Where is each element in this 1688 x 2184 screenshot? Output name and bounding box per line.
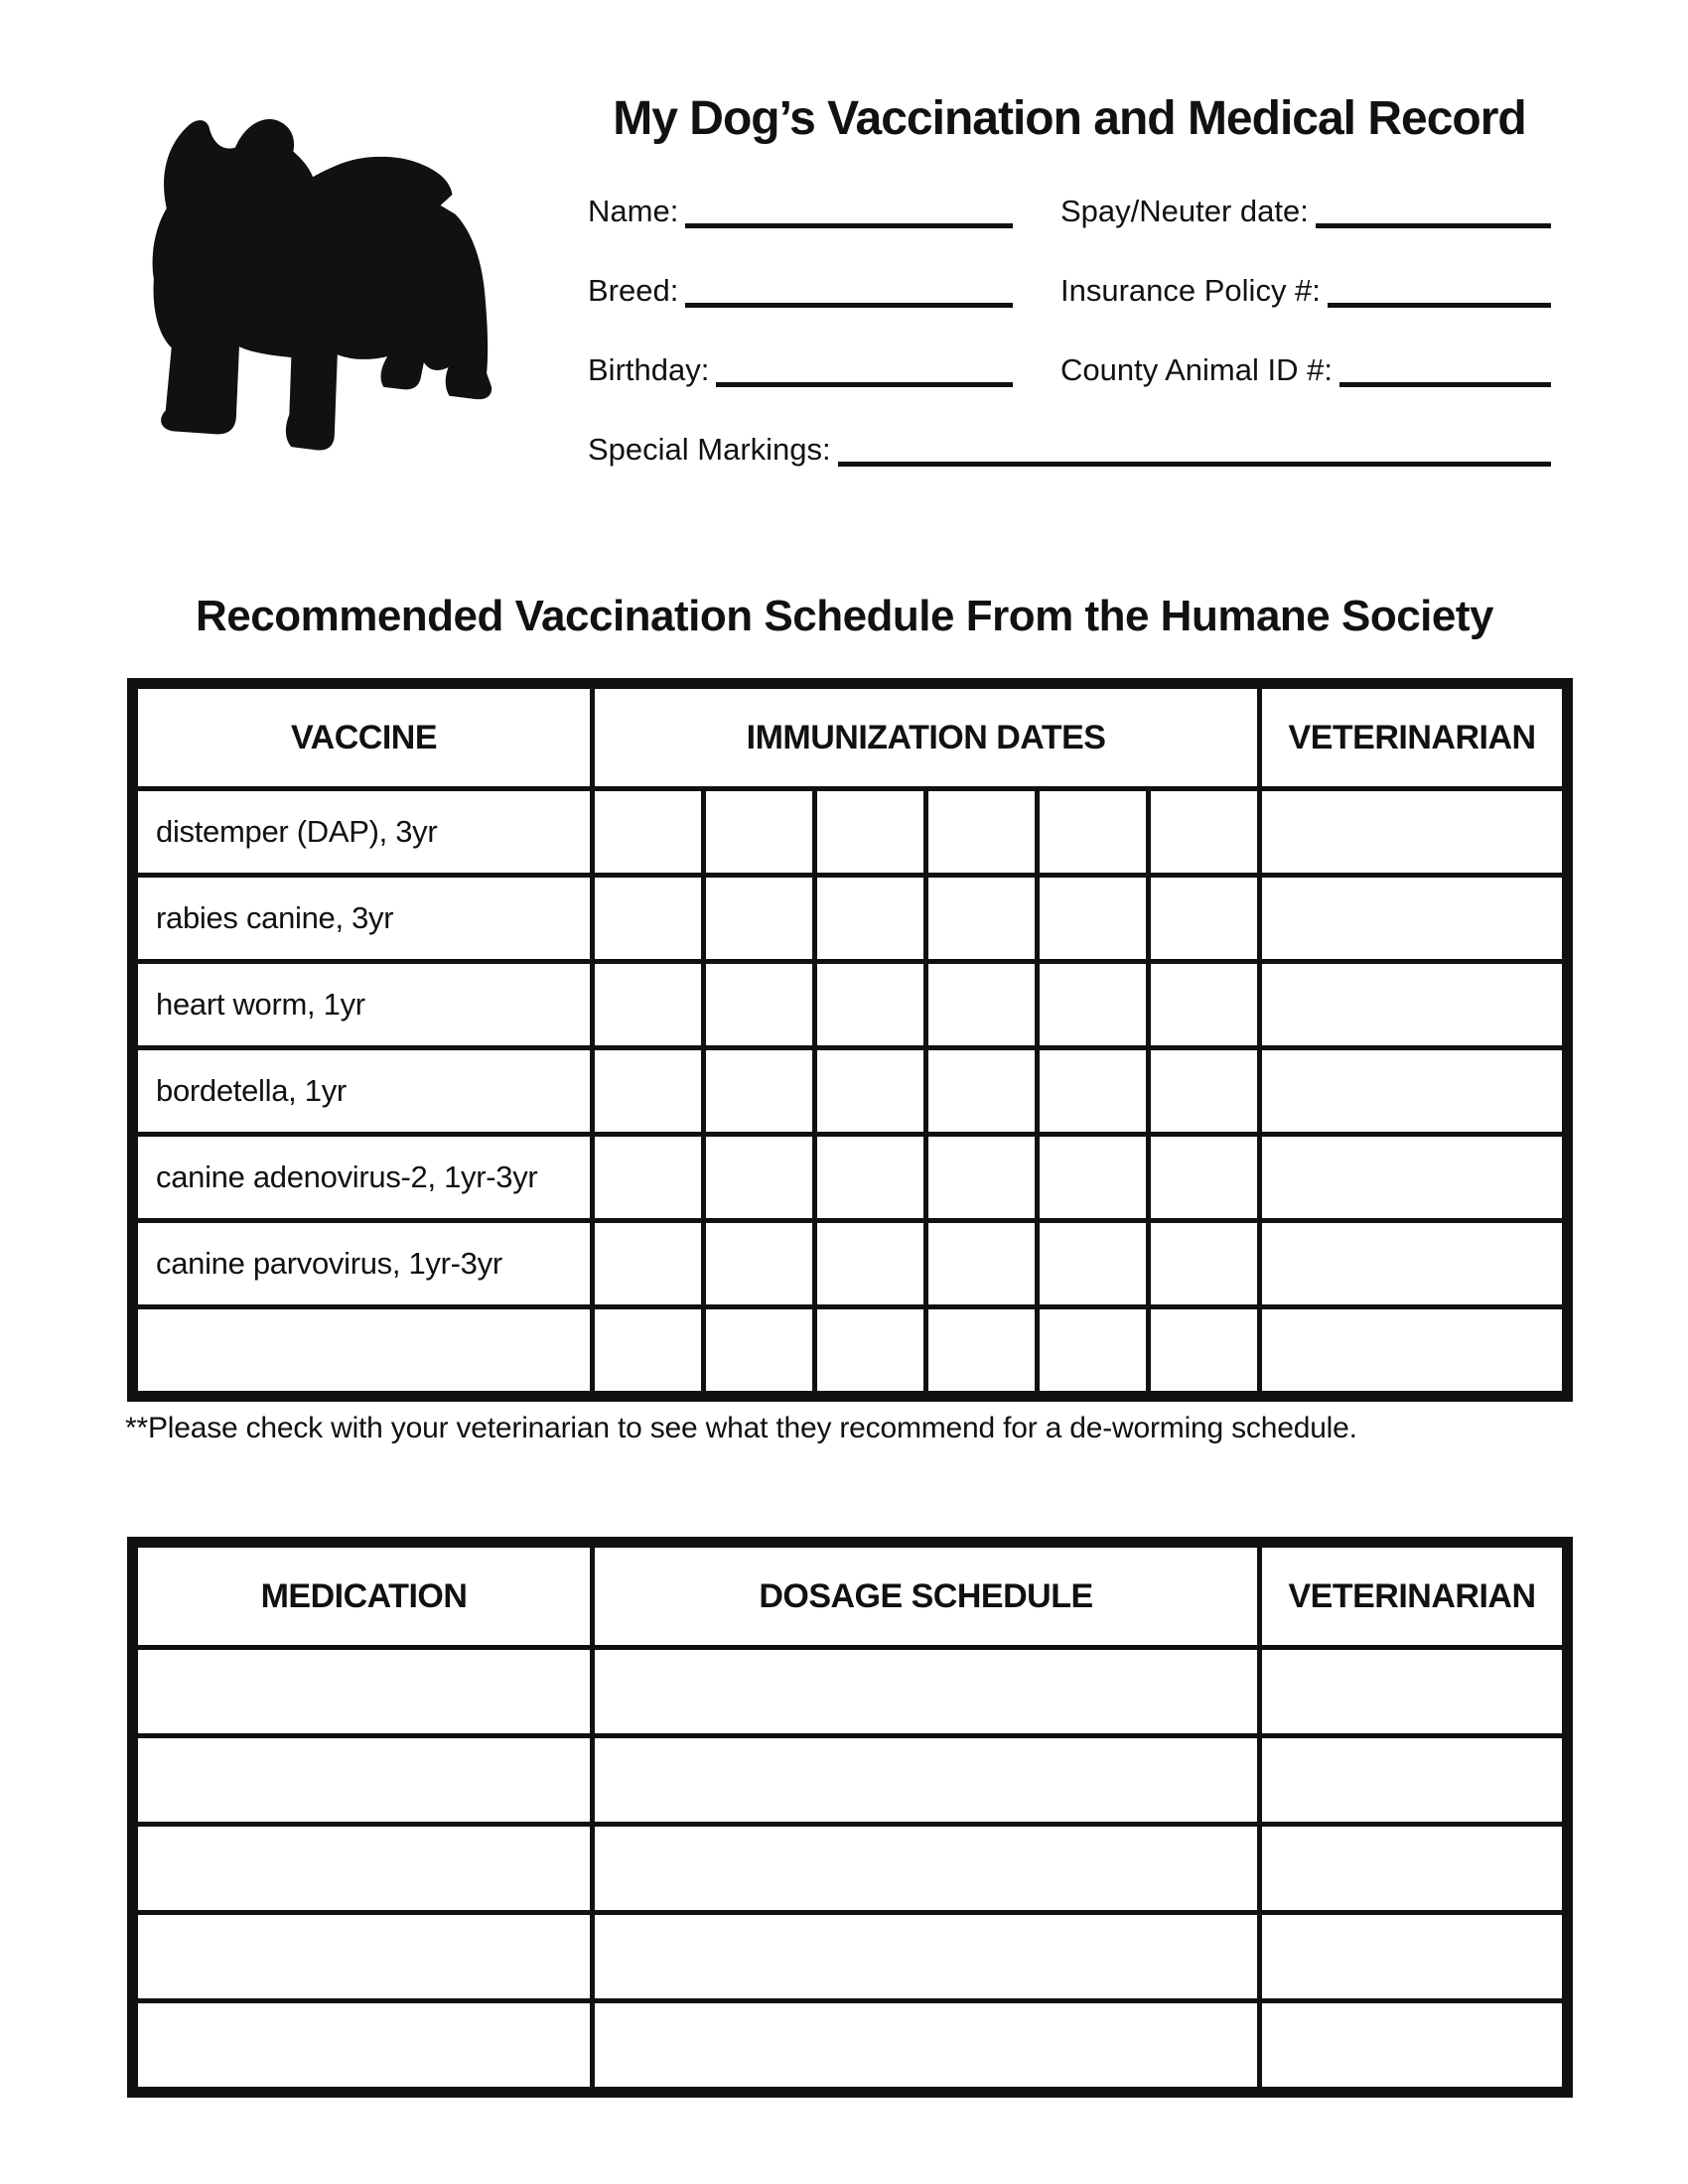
dosage-schedule-cell[interactable] — [593, 1648, 1260, 1736]
county-animal-id-label: County Animal ID #: — [1060, 352, 1333, 388]
immunization-date-cell[interactable] — [704, 1048, 815, 1135]
table-row — [133, 1048, 1568, 1135]
immunization-date-cell[interactable] — [926, 789, 1038, 876]
immunization-date-cell[interactable] — [593, 1221, 704, 1307]
immunization-date-cell[interactable] — [593, 1048, 704, 1135]
birthday-field — [588, 348, 1013, 387]
immunization-date-cell[interactable] — [1038, 1221, 1149, 1307]
vaccine-name-cell: heart worm, 1yr — [133, 962, 593, 1048]
immunization-date-cell[interactable] — [1149, 1221, 1260, 1307]
breed-field — [588, 269, 1013, 308]
immunization-date-cell[interactable] — [593, 962, 704, 1048]
dog-silhouette-icon — [145, 109, 498, 457]
special-markings-field-line[interactable] — [838, 428, 1551, 467]
dosage-schedule-cell[interactable] — [593, 1825, 1260, 1913]
immunization-date-cell[interactable] — [704, 1307, 815, 1397]
veterinarian-cell[interactable] — [1260, 1221, 1568, 1307]
spay-neuter-date-label: Spay/Neuter date: — [1060, 194, 1309, 229]
immunization-date-cell[interactable] — [926, 1307, 1038, 1397]
immunization-date-cell[interactable] — [1038, 962, 1149, 1048]
medication-cell[interactable] — [133, 1913, 593, 2001]
vaccine-name-cell: canine parvovirus, 1yr-3yr — [133, 1221, 593, 1307]
immunization-date-cell[interactable] — [593, 1307, 704, 1397]
immunization-date-cell[interactable] — [704, 1221, 815, 1307]
dosage-schedule-cell[interactable] — [593, 2001, 1260, 2093]
veterinarian-cell[interactable] — [1260, 789, 1568, 876]
immunization-date-cell[interactable] — [1038, 1135, 1149, 1221]
immunization-date-cell[interactable] — [593, 1135, 704, 1221]
immunization-date-cell[interactable] — [704, 789, 815, 876]
form-row-breed-insurance — [588, 270, 1551, 308]
veterinarian-cell[interactable] — [1260, 1736, 1568, 1825]
form-row-name-spay — [588, 191, 1551, 228]
birthday-field-line[interactable] — [716, 348, 1013, 387]
medication-table — [127, 1537, 1573, 2098]
immunization-date-cell[interactable] — [815, 1135, 926, 1221]
immunization-dates-column-header: IMMUNIZATION DATES — [593, 684, 1260, 789]
table-row — [133, 1221, 1568, 1307]
special-markings-label: Special Markings: — [588, 432, 831, 468]
breed-field-line[interactable] — [685, 269, 1013, 308]
spay-neuter-date-field — [1060, 190, 1551, 228]
table-row — [133, 1307, 1568, 1397]
immunization-date-cell[interactable] — [1149, 1307, 1260, 1397]
medication-cell[interactable] — [133, 2001, 593, 2093]
immunization-date-cell[interactable] — [815, 1221, 926, 1307]
immunization-date-cell[interactable] — [815, 962, 926, 1048]
form-row-birthday-county — [588, 349, 1551, 387]
vaccination-schedule-table — [127, 678, 1573, 1402]
veterinarian-cell[interactable] — [1260, 1648, 1568, 1736]
veterinarian-cell[interactable] — [1260, 1048, 1568, 1135]
immunization-date-cell[interactable] — [815, 1048, 926, 1135]
spay-neuter-date-field-line[interactable] — [1316, 190, 1551, 228]
immunization-date-cell[interactable] — [926, 1221, 1038, 1307]
name-label: Name: — [588, 194, 679, 229]
veterinarian-column-header: VETERINARIAN — [1260, 1543, 1568, 1648]
table-row — [133, 1736, 1568, 1825]
veterinarian-column-header: VETERINARIAN — [1260, 684, 1568, 789]
immunization-date-cell[interactable] — [704, 876, 815, 962]
table-row — [133, 1913, 1568, 2001]
immunization-date-cell[interactable] — [926, 1048, 1038, 1135]
veterinarian-cell[interactable] — [1260, 962, 1568, 1048]
table-row — [133, 1825, 1568, 1913]
vaccination-header-row — [133, 684, 1568, 789]
immunization-date-cell[interactable] — [1038, 1048, 1149, 1135]
immunization-date-cell[interactable] — [704, 1135, 815, 1221]
county-animal-id-field — [1060, 348, 1551, 387]
page-title: My Dog’s Vaccination and Medical Record — [613, 92, 1526, 145]
owner-info-form — [588, 191, 1551, 467]
immunization-date-cell[interactable] — [593, 789, 704, 876]
immunization-date-cell[interactable] — [1149, 876, 1260, 962]
header-block — [588, 92, 1551, 508]
vaccination-schedule-heading: Recommended Vaccination Schedule From the Humane Society — [195, 592, 1494, 640]
immunization-date-cell[interactable] — [593, 876, 704, 962]
immunization-date-cell[interactable] — [1149, 1135, 1260, 1221]
immunization-date-cell[interactable] — [704, 962, 815, 1048]
dosage-schedule-cell[interactable] — [593, 1913, 1260, 2001]
medication-header-row — [133, 1543, 1568, 1648]
insurance-policy-field — [1060, 269, 1551, 308]
table-row — [133, 876, 1568, 962]
table-row — [133, 789, 1568, 876]
immunization-date-cell[interactable] — [815, 876, 926, 962]
birthday-label: Birthday: — [588, 352, 710, 388]
immunization-date-cell[interactable] — [1149, 789, 1260, 876]
special-markings-field — [588, 428, 1551, 467]
vaccine-name-cell: canine adenovirus-2, 1yr-3yr — [133, 1135, 593, 1221]
medication-column-header: MEDICATION — [133, 1543, 593, 1648]
table-row — [133, 1648, 1568, 1736]
veterinarian-cell[interactable] — [1260, 1913, 1568, 2001]
medication-cell[interactable] — [133, 1825, 593, 1913]
breed-label: Breed: — [588, 273, 679, 309]
vaccine-name-cell: distemper (DAP), 3yr — [133, 789, 593, 876]
county-animal-id-field-line[interactable] — [1339, 348, 1551, 387]
medication-cell[interactable] — [133, 1648, 593, 1736]
immunization-date-cell[interactable] — [1149, 1048, 1260, 1135]
vaccine-column-header: VACCINE — [133, 684, 593, 789]
name-field-line[interactable] — [685, 190, 1013, 228]
table-row — [133, 2001, 1568, 2093]
medication-cell[interactable] — [133, 1736, 593, 1825]
vaccine-name-cell: bordetella, 1yr — [133, 1048, 593, 1135]
insurance-policy-label: Insurance Policy #: — [1060, 273, 1321, 309]
immunization-date-cell[interactable] — [815, 1307, 926, 1397]
immunization-date-cell[interactable] — [1038, 789, 1149, 876]
immunization-date-cell[interactable] — [926, 876, 1038, 962]
dosage-schedule-column-header: DOSAGE SCHEDULE — [593, 1543, 1260, 1648]
immunization-date-cell[interactable] — [926, 962, 1038, 1048]
insurance-policy-field-line[interactable] — [1328, 269, 1551, 308]
deworming-footnote: **Please check with your veterinarian to see what they recommend for a de-worming schedule. — [125, 1412, 1357, 1444]
dosage-schedule-cell[interactable] — [593, 1736, 1260, 1825]
immunization-date-cell[interactable] — [926, 1135, 1038, 1221]
immunization-date-cell[interactable] — [1038, 1307, 1149, 1397]
table-row — [133, 962, 1568, 1048]
veterinarian-cell[interactable] — [1260, 1825, 1568, 1913]
name-field — [588, 190, 1013, 228]
veterinarian-cell[interactable] — [1260, 2001, 1568, 2093]
veterinarian-cell[interactable] — [1260, 1135, 1568, 1221]
immunization-date-cell[interactable] — [1149, 962, 1260, 1048]
immunization-date-cell[interactable] — [1038, 876, 1149, 962]
table-row — [133, 1135, 1568, 1221]
vaccine-name-cell[interactable] — [133, 1307, 593, 1397]
immunization-date-cell[interactable] — [815, 789, 926, 876]
vaccine-name-cell: rabies canine, 3yr — [133, 876, 593, 962]
veterinarian-cell[interactable] — [1260, 876, 1568, 962]
form-row-special-markings — [588, 429, 1551, 467]
veterinarian-cell[interactable] — [1260, 1307, 1568, 1397]
